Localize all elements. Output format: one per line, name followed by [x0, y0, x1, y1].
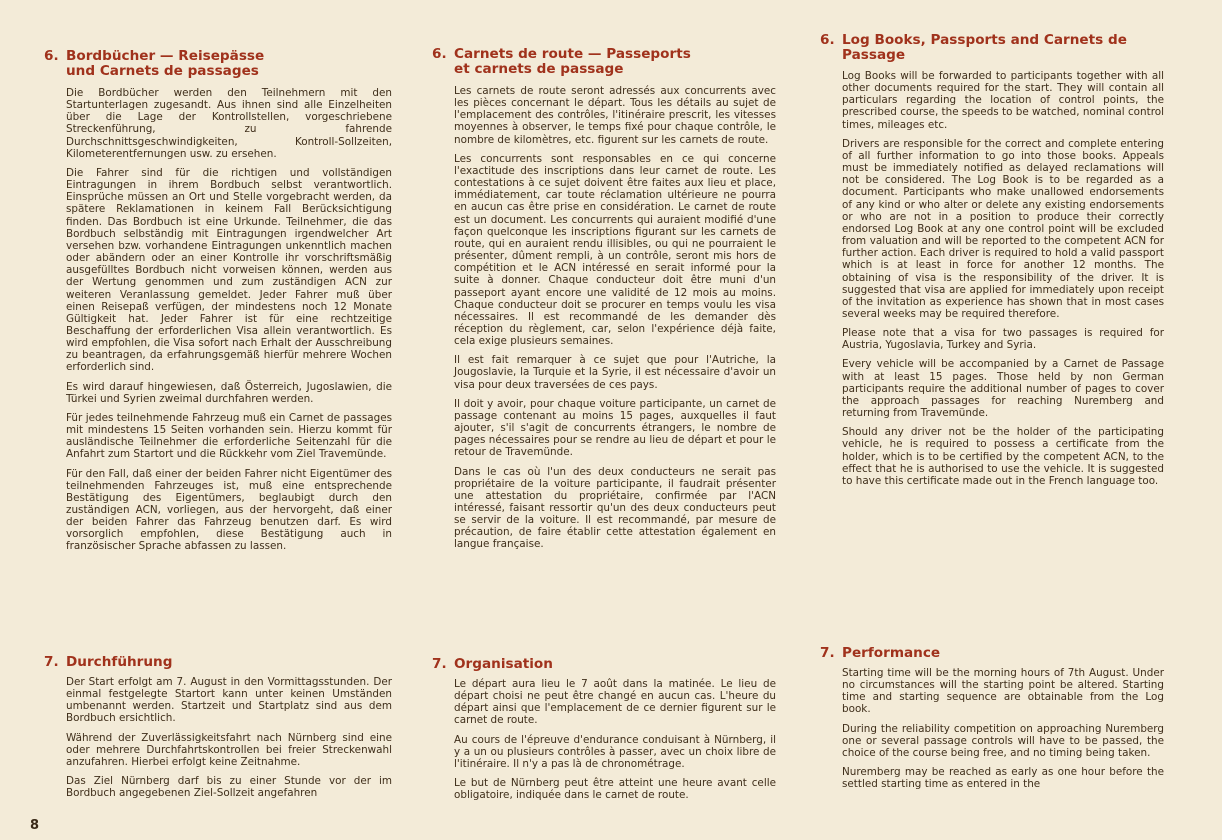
section-title: Durchführung	[66, 654, 173, 670]
section-body	[66, 676, 392, 799]
section-number: 6.	[44, 48, 59, 64]
section-6-french	[432, 47, 776, 558]
paragraph: Drivers are responsible for the correct and complete entering of all further information to go into those books. Appeals must be immediately notified as delayed reclamations will not be considered. The Log Book is to be regarded as a document. Participants who make unallowed endorsements of any kind or who alter or delete any existing endorsements or who are not in a position to produce their correctly endorsed Log Book at any one control point will be excluded from valuation and will be reported to the competent ACN for further action. Each driver is required to hold a valid passport which is at least in force for another 12 months. The obtaining of visa is the responsibility of the driver. It is suggested that visa are applied for immediately upon receipt of the invitation as experience has shown that in most cases several weeks may be required therefore.	[842, 137, 1164, 320]
section-number: 7.	[44, 654, 59, 670]
section-body	[454, 678, 776, 801]
paragraph: Le départ aura lieu le 7 août dans la matinée. Le lieu de départ choisi ne peut être changé en aucun cas. L'heure du départ ainsi que l'emplacement de ce dernier figurent sur le carnet de route.	[454, 678, 776, 727]
paragraph: Dans le cas où l'un des deux conducteurs ne serait pas propriétaire de la voiture participante, il faudrait présenter une attestation du propriétaire, confirmée par l'ACN intéressé, faisant ressortir qu'un des deux conducteurs peut se servir de la voiture. Il est recommandé, par mesure de précaution, de faire établir cette attestation également en langue française.	[454, 465, 776, 551]
section-body	[66, 87, 392, 553]
title-line: und Carnets de passages	[66, 63, 259, 79]
section-heading	[44, 655, 392, 670]
paragraph: Les concurrents sont responsables en ce qui concerne l'exactitude des inscriptions dans leur carnet de route. Les contestations à ce sujet doivent être faites aux lieu et place, immédiatement, car toute réclamation ultérieure ne pourra en aucun cas être prise en considération. Le carnet de route est un document. Les concurrents qui auraient modifié d'une façon quelconque les inscriptions figurant sur les carnets de route, qui en auraient rendu illisibles, ou qui ne pourraient le présenter, dûment rempli, à un contrôle, seront mis hors de compétition et le ACN intéressé en serait informé pour la suite à donner. Chaque conducteur doit être muni d'un passeport ayant encore une validité de 12 mois au moins. Chaque conducteur doit se procurer en temps voulu les visa nécessaires. Il est recommandé de les demander dès réception du règlement, car, selon l'expérience déjà faite, cela exige plusieurs semaines.	[454, 152, 776, 348]
section-number: 6.	[432, 46, 447, 62]
section-7-french	[432, 657, 776, 808]
section-heading	[820, 646, 1164, 661]
paragraph: Please note that a visa for two passages is required for Austria, Yugoslavia, Turkey and Syria.	[842, 327, 1164, 352]
section-number: 7.	[432, 656, 447, 672]
section-number: 6.	[820, 32, 835, 48]
paragraph: Every vehicle will be accompanied by a Carnet de Passage with at least 15 pages. Those held by non German participants require the additional number of pages to cover the approach passages for reaching Nuremberg and returning from Travemünde.	[842, 358, 1164, 420]
section-6-english	[820, 33, 1164, 494]
section-heading	[820, 33, 1164, 63]
paragraph: Der Start erfolgt am 7. August in den Vormittagsstunden. Der einmal festgelegte Startort kann unter keinen Umständen umbenannt werden. Startzeit und Startplatz sind aus dem Bordbuch ersichtlich.	[66, 676, 392, 725]
paragraph: Die Fahrer sind für die richtigen und vollständigen Eintragungen in ihrem Bordbuch selbst verantwortlich. Einsprüche müssen an Ort und Stelle vorgebracht werden, da spätere Reklamationen in keinem Fall Berücksichtigung finden. Das Bordbuch ist eine Urkunde. Teilnehmer, die das Bordbuch selbständig mit Eintragungen irgendwelcher Art versehen bzw. vorhandene Eintragungen unkenntlich machen oder abändern oder an einer Kontrolle ihr vorschriftsmäßig ausgefülltes Bordbuch nicht vorweisen können, werden aus der Wertung genommen und zum zuständigen ACN zur weiteren Veranlassung gemeldet. Jeder Fahrer muß über einen Reisepaß verfügen, der mindestens noch 12 Monate Gültigkeit hat. Jeder Fahrer ist für eine rechtzeitige Beschaffung der erforderlichen Visa allein verantwortlich. Es wird empfohlen, die Visa sofort nach Erhalt der Ausschreibung zu beantragen, da erfahrungsgemäß hierfür mehrere Wochen erforderlich sind.	[66, 166, 392, 374]
section-title: Log Books, Passports and Carnets de Passage	[842, 32, 1127, 63]
section-title	[66, 49, 392, 79]
paragraph: Au cours de l'épreuve d'endurance conduisant à Nürnberg, il y a un ou plusieurs contrôles à passer, avec un choix libre de l'itinéraire. Il n'y a pas là de chronométrage.	[454, 733, 776, 770]
section-7-german	[44, 655, 392, 806]
section-heading	[432, 657, 776, 672]
paragraph: Starting time will be the morning hours of 7th August. Under no circumstances will the starting point be altered. Starting time and starting sequence are obtainable from the Log book.	[842, 667, 1164, 716]
paragraph: Die Bordbücher werden den Teilnehmern mit den Startunterlagen zugesandt. Aus ihnen sind alle Einzelheiten über die Lage der Kontrollstellen, vorgeschriebene Streckenführung, zu fahrende Durchschnittsgeschwindigkeiten, Kontroll-Sollzeiten, Kilometerentfernungen usw. zu ersehen.	[66, 87, 392, 160]
paragraph: Nuremberg may be reached as early as one hour before the settled starting time as entered in the	[842, 766, 1164, 791]
paragraph: Log Books will be forwarded to participants together with all other documents required for the start. They will contain all particulars regarding the location of control points, the prescribed course, the speeds to be watched, nominal control times, mileages etc.	[842, 70, 1164, 131]
section-body	[842, 667, 1164, 790]
paragraph: Für den Fall, daß einer der beiden Fahrer nicht Eigentümer des teilnehmenden Fahrzeuges ist, muß eine entsprechende Bestätigung des Eigentümers, beglaubigt durch den zuständigen ACN, vorliegen, aus der hervorgeht, daß einer der beiden Fahrer das Fahrzeug benutzen darf. Es wird vorsorglich empfohlen, diese Bestätigung auch in französischer Sprache abfassen zu lassen.	[66, 467, 392, 553]
paragraph: Il doit y avoir, pour chaque voiture participante, un carnet de passage contenant au moins 15 pages, auxquelles il faut ajouter, s'il s'agit de concurrents étrangers, le nombre de pages nécessaires pour se rendre au lieu de départ et pour le retour de Travemünde.	[454, 397, 776, 459]
paragraph: Das Ziel Nürnberg darf bis zu einer Stunde vor der im Bordbuch angegebenen Ziel-Sollzeit angefahren	[66, 775, 392, 800]
paragraph: Für jedes teilnehmende Fahrzeug muß ein Carnet de passages mit mindestens 15 Seiten vorhanden sein. Hierzu kommt für ausländische Teilnehmer die erforderliche Seitenzahl für die Anfahrt zum Startort und die Rückkehr vom Ziel Travemünde.	[66, 411, 392, 461]
paragraph: Il est fait remarquer à ce sujet que pour l'Autriche, la Jougoslavie, la Turquie et la Syrie, il est nécessaire d'avoir un visa pour deux traversées de ces pays.	[454, 354, 776, 391]
section-6-german	[44, 49, 392, 560]
section-heading	[44, 49, 392, 79]
paragraph: Les carnets de route seront adressés aux concurrents avec les pièces concernant le départ. Tous les détails au sujet de l'emplacement des contrôles, l'itinéraire prescrit, les vitesses moyennes à observer, le temps fixé pour chaque contrôle, le nombre de kilomètres, etc. figurent sur les carnets de route.	[454, 85, 776, 146]
title-line: et carnets de passage	[454, 61, 624, 77]
section-7-english	[820, 646, 1164, 797]
paragraph: During the reliability competition on approaching Nuremberg one or several passage controls will have to be passed, the choice of the course being free, and no timing being taken.	[842, 722, 1164, 759]
section-number: 7.	[820, 645, 835, 661]
paragraph: Es wird darauf hingewiesen, daß Österreich, Jugoslawien, die Türkei und Syrien zweimal durchfahren werden.	[66, 380, 392, 405]
section-title	[454, 47, 776, 77]
section-title: Organisation	[454, 656, 553, 672]
paragraph: Während der Zuverlässigkeitsfahrt nach Nürnberg sind eine oder mehrere Durchfahrtskontrollen bei freier Streckenwahl anzufahren. Hierbei erfolgt keine Zeitnahme.	[66, 731, 392, 768]
title-line: Bordbücher — Reisepässe	[66, 48, 265, 64]
section-body	[842, 70, 1164, 487]
section-heading	[432, 47, 776, 77]
title-line: Carnets de route — Passeports	[454, 46, 691, 62]
section-body	[454, 85, 776, 551]
page-number: 8	[30, 818, 40, 833]
paragraph: Should any driver not be the holder of the participating vehicle, he is required to possess a certificate from the holder, which is to be certified by the competent ACN, to the effect that he is authorised to use the vehicle. It is suggested to have this certificate made out in the French language too.	[842, 426, 1164, 487]
paragraph: Le but de Nürnberg peut être atteint une heure avant celle obligatoire, indiquée dans le carnet de route.	[454, 777, 776, 802]
section-title: Performance	[842, 645, 941, 661]
